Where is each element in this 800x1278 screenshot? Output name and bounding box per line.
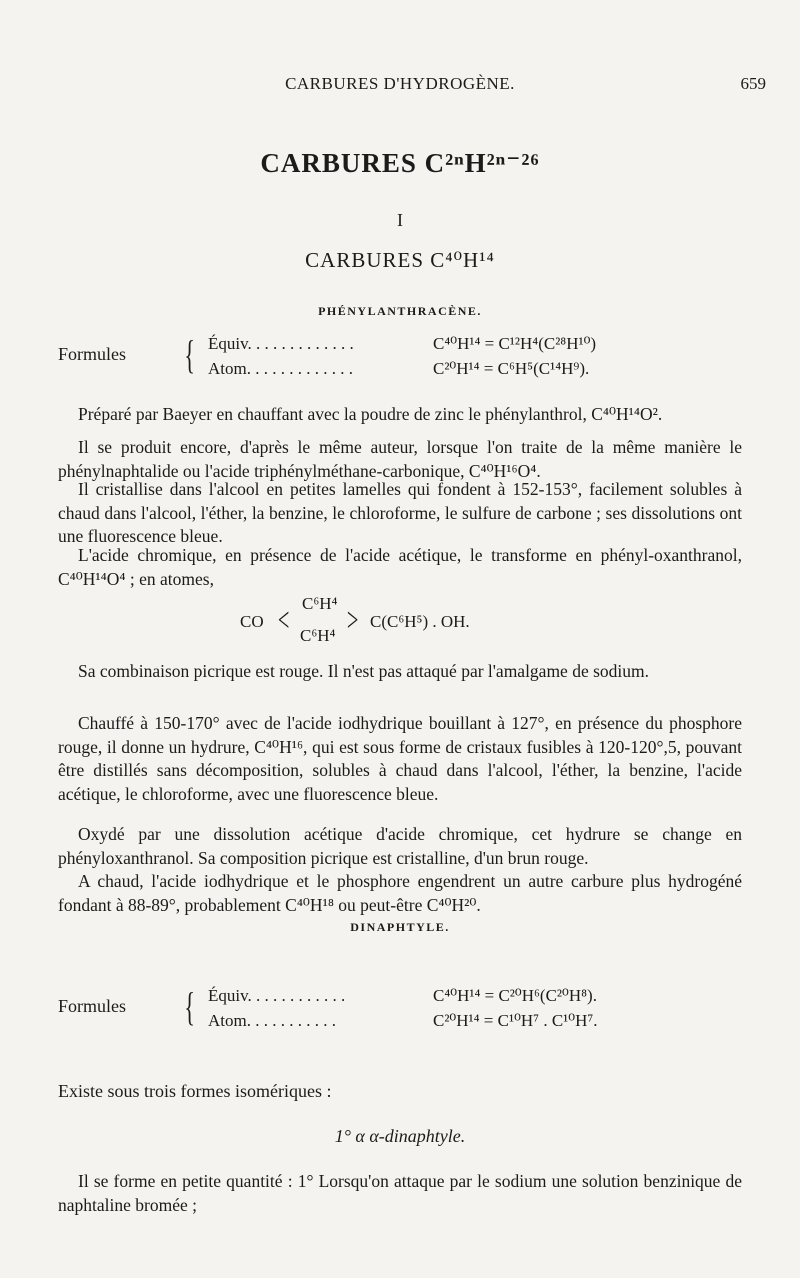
page-number: 659	[740, 74, 766, 93]
structural-formula	[240, 590, 620, 650]
compound-name-dinaphtyle: DINAPHTYLE.	[350, 920, 450, 934]
paragraph: A chaud, l'acide iodhydrique et le phosphore engendrent un autre carbure plus hydrogéné fondant à 88-89°, probablement C⁴⁰H¹⁸ ou peut-être C⁴⁰H²⁰.	[58, 871, 742, 915]
structural-formula-rest: C(C⁶H⁵) . OH.	[370, 612, 470, 631]
paragraph: Il cristallise dans l'alcool en petites lamelles qui fondent à 152-153°, facilement solubles à chaud dans l'alcool, l'éther, la benzine, le chloroforme, le sulfure de carbone ; ses dissolutions ont une fluorescence bleue.	[58, 479, 742, 546]
formula-row-value: C⁴⁰H¹⁴ = C²⁰H⁶(C²⁰H⁸).	[433, 986, 597, 1005]
subsection-title: CARBURES C⁴⁰H¹⁴	[305, 248, 495, 272]
formula-row-equiv	[208, 334, 728, 358]
formula-row-label: Atom. . . . . . . . . . .	[208, 1011, 336, 1030]
structural-formula-upper: C⁶H⁴	[302, 594, 338, 613]
formula-block-dinaphtyle	[58, 982, 738, 1038]
formula-block-phenylanthracene	[58, 330, 738, 386]
brace-icon: {	[184, 332, 195, 377]
bond-bracket-right: >	[346, 602, 359, 639]
paragraph: L'acide chromique, en présence de l'acide acétique, le transforme en phényl-oxanthranol, C⁴⁰H¹⁴O⁴ ; en atomes,	[58, 545, 742, 589]
paragraph: Il se forme en petite quantité : 1° Lorsqu'on attaque par le sodium une solution benzinique de naphtaline bromée ;	[58, 1171, 742, 1215]
structural-formula-co: CO	[240, 612, 264, 631]
formula-row-label: Équiv. . . . . . . . . . . . .	[208, 334, 354, 353]
isomer-heading: 1° α α-dinaphtyle.	[334, 1126, 466, 1146]
isomers-heading: Existe sous trois formes isomériques :	[58, 1081, 332, 1101]
paragraph: Oxydé par une dissolution acétique d'acide chromique, cet hydrure se change en phényloxanthranol. Sa composition picrique est cristalline, d'un brun rouge.	[58, 824, 742, 868]
formula-row-equiv	[208, 986, 728, 1010]
formula-label: Formules	[58, 344, 127, 364]
paragraph: Préparé par Baeyer en chauffant avec la poudre de zinc le phénylanthrol, C⁴⁰H¹⁴O².	[78, 404, 663, 424]
bond-bracket-left: <	[277, 602, 290, 639]
formula-row-atom	[208, 359, 728, 383]
compound-name-phenylanthracene: PHÉNYLANTHRACÈNE.	[318, 304, 482, 318]
formula-row-value: C²⁰H¹⁴ = C⁶H⁵(C¹⁴H⁹).	[433, 359, 590, 378]
paragraph: Il se produit encore, d'après le même auteur, lorsque l'on traite de la même manière le phénylnaphtalide ou l'acide triphénylméthane-carbonique, C⁴⁰H¹⁶O⁴.	[58, 437, 742, 481]
formula-row-value: C²⁰H¹⁴ = C¹⁰H⁷ . C¹⁰H⁷.	[433, 1011, 598, 1030]
roman-numeral: I	[397, 210, 403, 230]
formula-row-value: C⁴⁰H¹⁴ = C¹²H⁴(C²⁸H¹⁰)	[433, 334, 597, 353]
section-title: CARBURES C²ⁿH²ⁿ⁻²⁶	[260, 148, 540, 178]
formula-row-label: Équiv. . . . . . . . . . . .	[208, 986, 346, 1005]
formula-row-label: Atom. . . . . . . . . . . . .	[208, 359, 353, 378]
brace-icon: {	[184, 984, 195, 1029]
formula-row-atom	[208, 1011, 728, 1035]
paragraph: Sa combinaison picrique est rouge. Il n'est pas attaqué par l'amalgame de sodium.	[78, 661, 650, 681]
running-head: CARBURES D'HYDROGÈNE.	[285, 74, 515, 93]
structural-formula-lower: C⁶H⁴	[300, 626, 336, 645]
paragraph: Chauffé à 150-170° avec de l'acide iodhydrique bouillant à 127°, en présence du phosphore rouge, il donne un hydrure, C⁴⁰H¹⁶, qui est sous forme de cristaux fusibles à 120-120°,5, pouvant être distillés sans décomposition, solubles à chaud dans l'alcool, l'éther, la benzine, l'acide acétique, le chloroforme, avec une fluorescence bleue.	[58, 713, 742, 804]
formula-label: Formules	[58, 996, 127, 1016]
